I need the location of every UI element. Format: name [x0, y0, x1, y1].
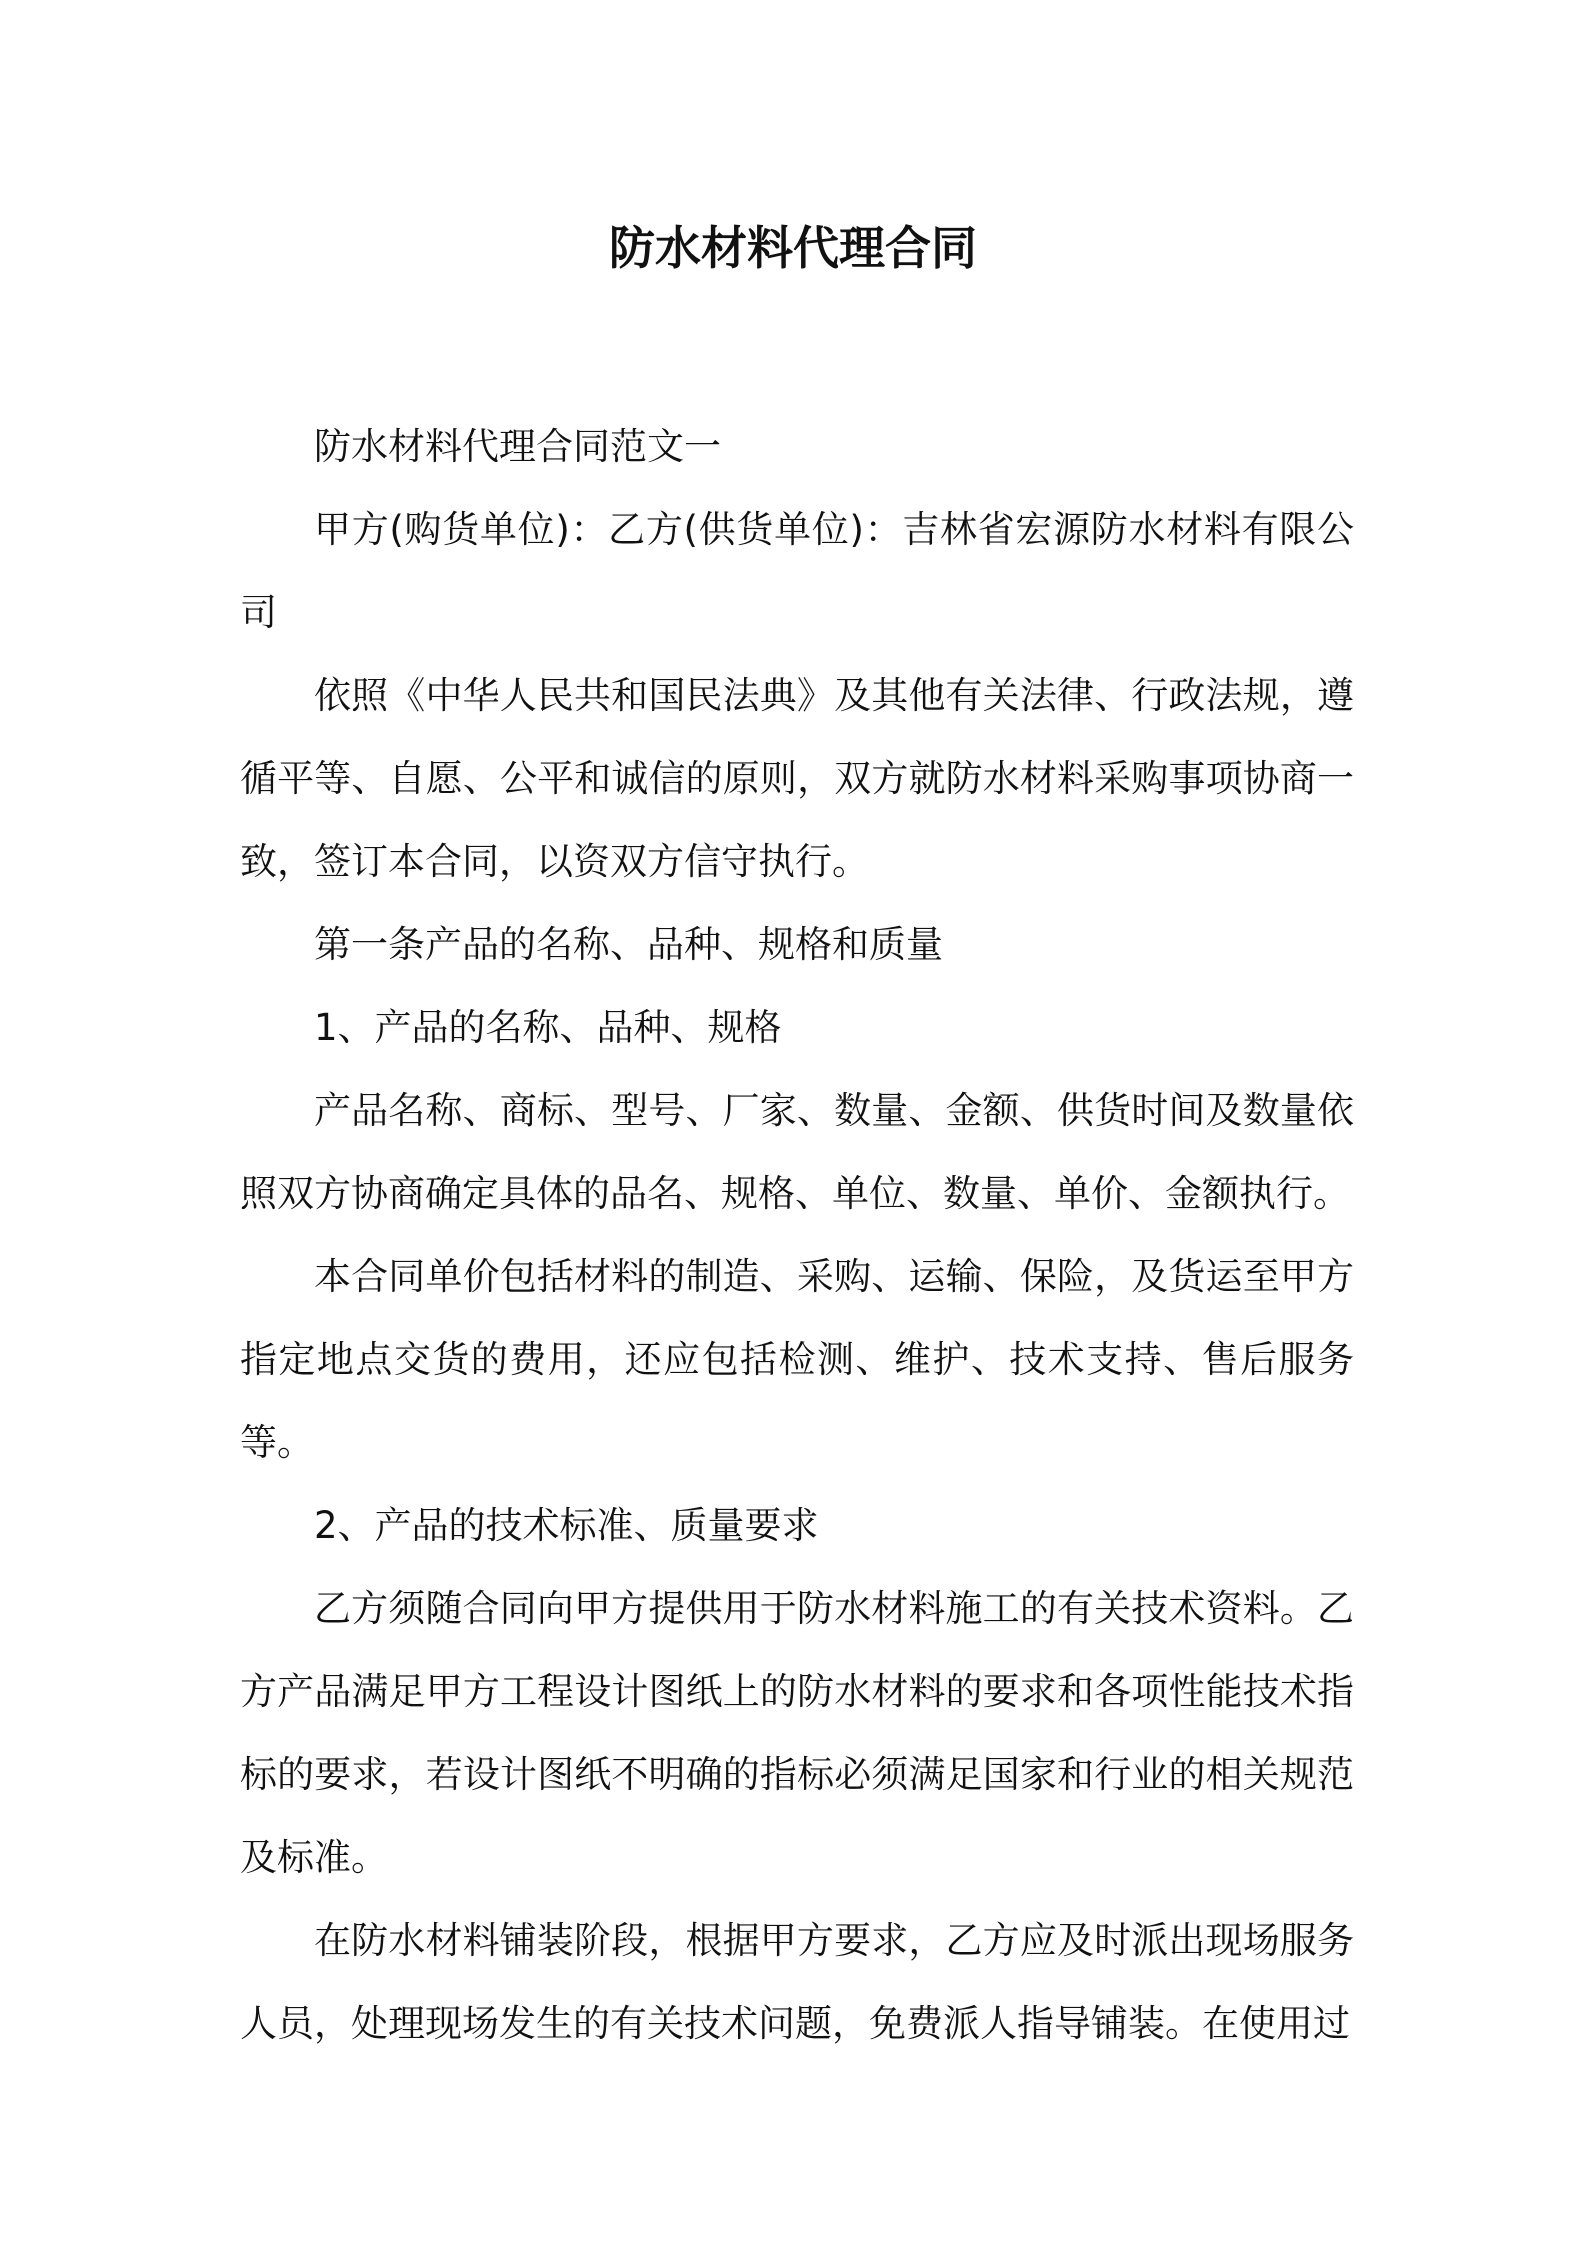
paragraph-technical-data: 乙方须随合同向甲方提供用于防水材料施工的有关技术资料。乙方产品满足甲方工程设计图纸上的防水材料的要求和各项性能技术指标的要求，若设计图纸不明确的指标必须满足国家和行业的相关规范及标准。 [240, 1587, 1354, 1879]
paragraph-onsite-service: 在防水材料铺装阶段，根据甲方要求，乙方应及时派出现场服务人员，处理现场发生的有关技术问题，免费派人指导铺装。在使用过 [240, 1919, 1354, 2045]
document-title: 防水材料代理合同 [609, 221, 977, 275]
paragraph-item-1: 1、产品的名称、品种、规格 [314, 1006, 782, 1049]
paragraph-article-1: 第一条产品的名称、品种、规格和质量 [314, 923, 943, 966]
paragraph-product-details: 产品名称、商标、型号、厂家、数量、金额、供货时间及数量依照双方协商确定具体的品名、规格、单位、数量、单价、金额执行。 [240, 1089, 1354, 1215]
paragraph-item-2: 2、产品的技术标准、质量要求 [314, 1504, 819, 1547]
paragraph-parties: 甲方(购货单位)：乙方(供货单位)：吉林省宏源防水材料有限公司 [240, 508, 1354, 634]
paragraph-heading: 防水材料代理合同范文一 [314, 425, 721, 468]
paragraph-preamble: 依照《中华人民共和国民法典》及其他有关法律、行政法规，遵循平等、自愿、公平和诚信的原则，双方就防水材料采购事项协商一致，签订本合同，以资双方信守执行。 [240, 674, 1354, 883]
paragraph-unit-price: 本合同单价包括材料的制造、采购、运输、保险，及货运至甲方指定地点交货的费用，还应包括检测、维护、技术支持、售后服务等。 [240, 1255, 1354, 1464]
document-body [240, 405, 1354, 2065]
